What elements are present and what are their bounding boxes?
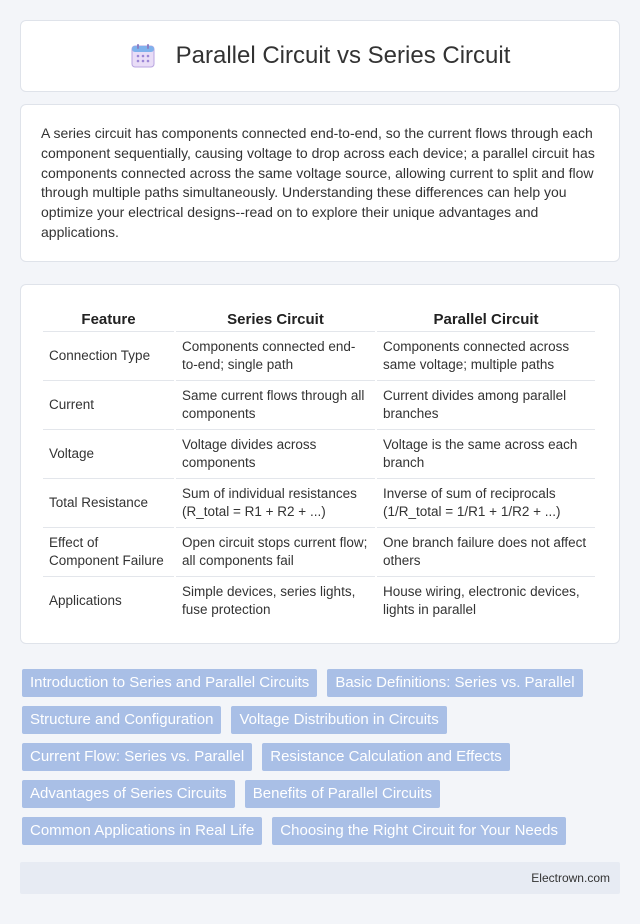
table-cell-parallel: Inverse of sum of reciprocals (1/R_total = 1/R1 + 1/R2 + ...) xyxy=(377,478,595,527)
table-cell-parallel: House wiring, electronic devices, lights in parallel xyxy=(377,576,595,625)
table-cell-feature: Current xyxy=(43,380,174,429)
footer-site-link[interactable]: Electrown.com xyxy=(531,871,610,885)
topic-tag-series-advantages[interactable]: Advantages of Series Circuits xyxy=(22,780,235,808)
tag-row xyxy=(22,669,622,697)
table-cell-feature: Total Resistance xyxy=(43,478,174,527)
table-header-row xyxy=(43,307,595,331)
topic-tags xyxy=(22,669,622,854)
table-cell-feature: Applications xyxy=(43,576,174,625)
topic-tag-choosing[interactable]: Choosing the Right Circuit for Your Needs xyxy=(272,817,566,845)
title-card xyxy=(20,20,620,92)
table-row xyxy=(43,429,595,478)
table-cell-series: Voltage divides across components xyxy=(176,429,375,478)
tag-row xyxy=(22,780,622,808)
table-row xyxy=(43,527,595,576)
intro-card xyxy=(20,104,620,262)
table-cell-series: Sum of individual resistances (R_total = R1 + R2 + ...) xyxy=(176,478,375,527)
table-row xyxy=(43,478,595,527)
table-cell-series: Components connected end-to-end; single path xyxy=(176,331,375,380)
table-cell-parallel: Voltage is the same across each branch xyxy=(377,429,595,478)
table-cell-parallel: Components connected across same voltage; multiple paths xyxy=(377,331,595,380)
intro-paragraph: A series circuit has components connected end-to-end, so the current flows through each component sequentially, causing voltage to drop across each device; a parallel circuit has components connected across the same voltage source, allowing current to split and flow through multiple paths simultaneously. Understanding these differences can help you optimize your electrical designs--read on to explore their unique advantages and applications. xyxy=(41,125,595,240)
table-cell-series: Open circuit stops current flow; all components fail xyxy=(176,527,375,576)
topic-tag-structure[interactable]: Structure and Configuration xyxy=(22,706,221,734)
table-cell-series: Simple devices, series lights, fuse protection xyxy=(176,576,375,625)
page-title: Parallel Circuit vs Series Circuit xyxy=(175,42,511,69)
table-row xyxy=(43,576,595,625)
tag-row xyxy=(22,706,622,734)
table-cell-feature: Voltage xyxy=(43,429,174,478)
topic-tag-introduction[interactable]: Introduction to Series and Parallel Circuits xyxy=(22,669,317,697)
column-header-series: Series Circuit xyxy=(227,310,324,328)
topic-tag-applications[interactable]: Common Applications in Real Life xyxy=(22,817,262,845)
topic-tag-parallel-benefits[interactable]: Benefits of Parallel Circuits xyxy=(245,780,440,808)
footer xyxy=(20,862,620,894)
table-row xyxy=(43,331,595,380)
table-cell-feature: Effect of Component Failure xyxy=(43,527,174,576)
column-header-feature: Feature xyxy=(81,310,136,328)
table-cell-parallel: One branch failure does not affect others xyxy=(377,527,595,576)
calendar-icon xyxy=(130,43,156,69)
table-row xyxy=(43,380,595,429)
table-cell-feature: Connection Type xyxy=(43,331,174,380)
topic-tag-resistance[interactable]: Resistance Calculation and Effects xyxy=(262,743,510,771)
tag-row xyxy=(22,743,622,771)
topic-tag-voltage-distribution[interactable]: Voltage Distribution in Circuits xyxy=(231,706,446,734)
column-header-parallel: Parallel Circuit xyxy=(433,310,539,328)
comparison-table xyxy=(41,307,597,625)
table-cell-series: Same current flows through all components xyxy=(176,380,375,429)
topic-tag-current-flow[interactable]: Current Flow: Series vs. Parallel xyxy=(22,743,252,771)
comparison-table-card xyxy=(20,284,620,644)
tag-row xyxy=(22,817,622,845)
table-cell-parallel: Current divides among parallel branches xyxy=(377,380,595,429)
topic-tag-basic-definitions[interactable]: Basic Definitions: Series vs. Parallel xyxy=(327,669,582,697)
